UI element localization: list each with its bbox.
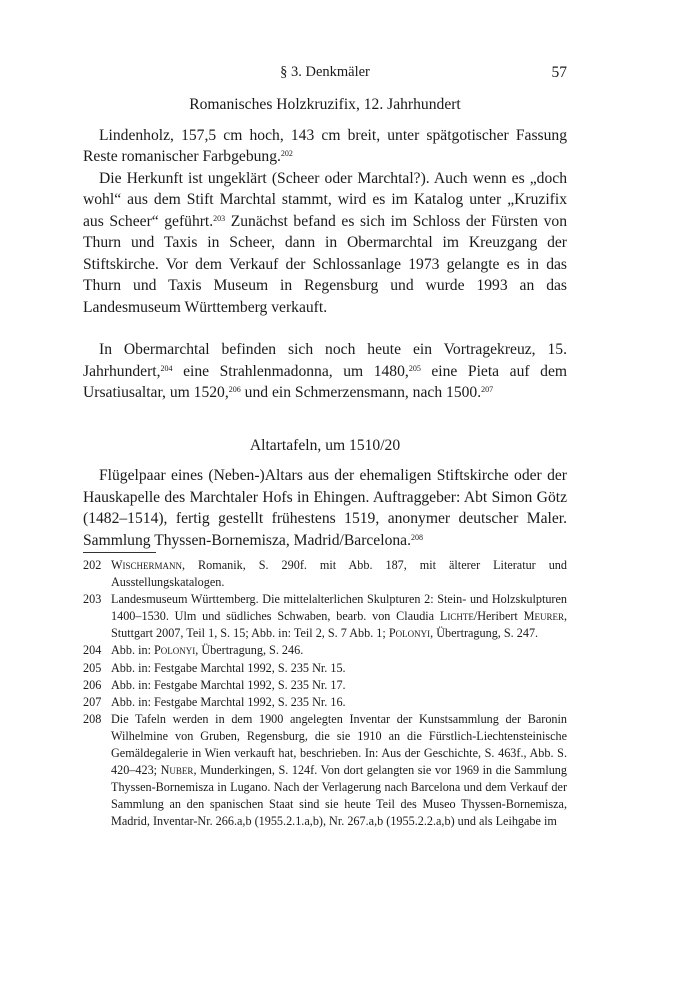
footnote-206 — [83, 677, 567, 694]
footnote-ref-205[interactable]: 205 — [408, 363, 421, 373]
footnote-ref-202[interactable]: 202 — [280, 149, 293, 158]
footnote-208 — [83, 711, 567, 831]
paragraph-text: Flügelpaar eines (Neben-)Altars aus der ehemaligen Stiftskirche oder der Hauskapelle des Marchtaler Hofs in Ehingen. Auftraggeber: Abt Simon Götz (1482–1514), fertig gestellt frühestens 1519, anonymer deutscher Maler. Sammlung Thyssen-Bornemisza, Madrid/Barcelona. — [83, 467, 567, 549]
author-name: Lichte — [439, 609, 474, 624]
footnote-ref-208[interactable]: 208 — [410, 532, 423, 542]
footnote-body: Abb. in: — [111, 643, 154, 658]
footnote-202 — [83, 557, 567, 591]
footnote-207 — [83, 694, 567, 711]
footnote-body: , Munderkingen, S. 124f. Von dort gelangten sie vor 1969 in die Sammlung Thyssen-Bornemisza in Lugano. Nach der Verlagerung nach Barcelona und dem Verkauf der Sammlung an den spanischen Staat sind sie heute Teil des Museo Thyssen-Bornemisza, Madrid, Inventar-Nr. 266.a,b (1955.2.1.a,b), Nr. 267.a,b (1955.2.2.a,b) und als Leihgabe im — [111, 763, 567, 829]
footnote-number: 208 — [83, 711, 102, 726]
section-title-kruzifix: Romanisches Holzkruzifix, 12. Jahrhundert — [189, 96, 461, 113]
footnote-number: 202 — [83, 558, 102, 572]
author-name: Polonyi — [154, 643, 196, 658]
footnote-number: 206 — [83, 677, 102, 692]
footnote-number: 207 — [83, 694, 102, 709]
footnote-number: 203 — [83, 592, 102, 607]
footnotes — [83, 557, 567, 831]
footnote-ref-203[interactable]: 203 — [213, 213, 226, 223]
paragraph-text: eine Strahlenmadonna, um 1480, — [172, 362, 409, 380]
author-name: Nuber — [160, 763, 194, 778]
running-head: § 3. Denkmäler — [280, 64, 370, 80]
author-name: Meurer — [523, 609, 564, 624]
footnote-separator — [83, 552, 156, 553]
author-name: Polonyi — [388, 626, 431, 641]
paragraph-obermarchtal — [83, 339, 567, 404]
footnote-body: Die Tafeln werden in dem 1900 angelegten Inventar der Kunstsammlung der Baronin Wilhelmine von Gruben, Regensburg, die sie 1910 an die Fürstlich-Liechtensteinische Gemäldegalerie in Wien verkauft hat, beschrieben. In: Aus der Geschichte, S. 463f., Abb. S. 420–423; — [111, 711, 567, 778]
footnote-205 — [83, 660, 567, 677]
page-number: 57 — [551, 64, 567, 81]
page-header — [83, 64, 567, 84]
footnote-number: 205 — [83, 660, 102, 675]
footnote-text — [111, 591, 567, 642]
paragraph-text: In Obermarchtal befinden sich noch heute ein Vortragekreuz, 15. Jahrhundert, — [83, 341, 567, 380]
paragraph-text: eine Pieta auf dem Ursatiusaltar, um 1520, — [83, 362, 567, 401]
footnote-text — [111, 642, 567, 659]
paragraph-description — [83, 125, 567, 168]
paragraph-text: Die Herkunft ist ungeklärt (Scheer oder Marchtal?). Auch wenn es „doch wohl“ aus dem Stift Marchtal stammt, wird es im Katalog unter „Kruzifix aus Scheer“ geführt. — [83, 169, 567, 230]
footnote-203 — [83, 591, 567, 642]
section-title-altartafeln: Altartafeln, um 1510/20 — [249, 436, 401, 454]
paragraph-text: und ein Schmerzensmann, nach 1500. — [240, 384, 482, 401]
footnote-body: , Stuttgart 2007, Teil 1, S. 15; Abb. in: Teil 2, S. 7 Abb. 1; — [111, 609, 567, 641]
footnote-body: , Romanik, S. 290f. mit Abb. 187, mit älterer Literatur und Ausstellungskatalogen. — [111, 558, 567, 590]
footnote-text: Abb. in: Festgabe Marchtal 1992, S. 235 Nr. 17. — [111, 677, 346, 692]
footnote-text: Abb. in: Festgabe Marchtal 1992, S. 235 Nr. 16. — [111, 694, 346, 709]
footnote-text — [111, 711, 567, 831]
footnote-ref-207[interactable]: 207 — [481, 385, 494, 394]
footnote-body: Landesmuseum Württemberg. Die mittelalterlichen Skulpturen 2: Stein- und Holzskulpturen 1400–1530. Ulm und südliches Schwaben, bearb. von Claudia — [111, 592, 567, 624]
footnote-body: , Übertragung, S. 247. — [430, 626, 539, 641]
footnote-body: /Heribert — [473, 609, 524, 624]
footnote-number: 204 — [83, 643, 102, 658]
footnote-ref-206[interactable]: 206 — [228, 385, 241, 394]
footnote-ref-204[interactable]: 204 — [160, 363, 173, 373]
paragraph-altartafeln — [83, 465, 567, 551]
footnote-text — [111, 557, 567, 591]
paragraph-provenance — [83, 168, 567, 319]
paragraph-text: Lindenholz, 157,5 cm hoch, 143 cm breit, unter spätgotischer Fassung Reste romanischer Farbgebung. — [83, 126, 567, 165]
footnote-204 — [83, 642, 567, 659]
main-text — [83, 94, 567, 551]
paragraph-text: Zunächst befand es sich im Schloss der Fürsten von Thurn und Taxis in Scheer, dann in Obermarchtal im Kreuzgang der Stiftskirche. Vor dem Verkauf der Schlossanlage 1973 gelangte es in das Thurn und Taxis Museum in Regensburg und wurde 1993 an das Landesmuseum Württemberg verkauft. — [83, 212, 568, 316]
author-name: Wischermann — [111, 558, 183, 572]
footnote-body: , Übertragung, S. 246. — [195, 643, 304, 658]
footnote-text: Abb. in: Festgabe Marchtal 1992, S. 235 Nr. 15. — [111, 660, 346, 675]
